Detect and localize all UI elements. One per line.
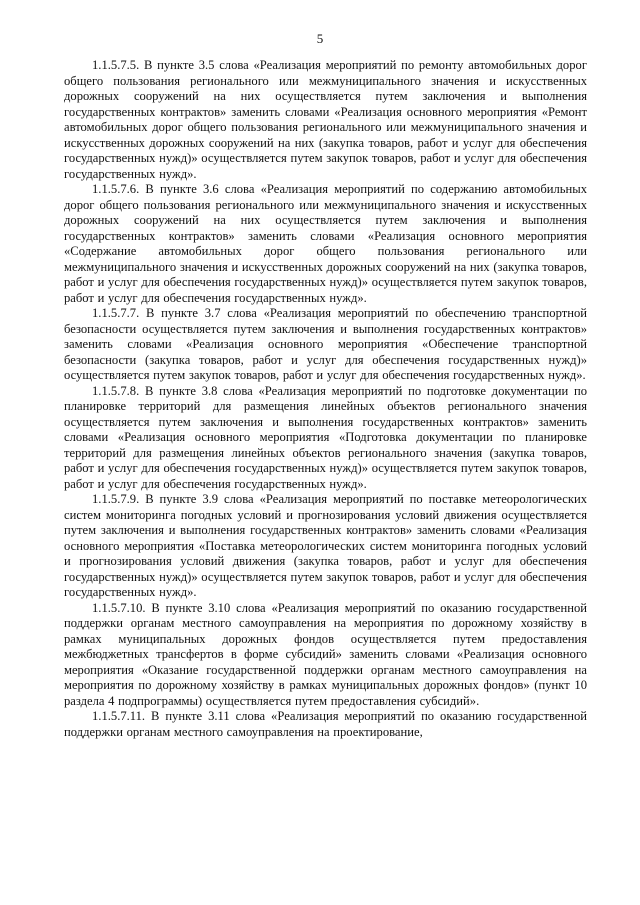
paragraph-1-1-5-7-11: 1.1.5.7.11. В пункте 3.11 слова «Реализация мероприятий по оказанию государственной поддержки органам местного самоуправления на проектирование, [64, 709, 587, 739]
paragraph-1-1-5-7-10: 1.1.5.7.10. В пункте 3.10 слова «Реализация мероприятий по оказанию государственной поддержки органам местного самоуправления на мероприятия по дорожному хозяйству в рамках муниципальных дорожных фондов осуществляется путем предоставления межбюджетных трансфертов в форме субсидий» заменить словами «Реализация основного мероприятия «Оказание государственной поддержки органам местного самоуправления на мероприятия по дорожному хозяйству в рамках муниципальных дорожных фондов» (пункт 10 раздела 4 подпрограммы) осуществляется путем предоставления субсидий». [64, 600, 587, 708]
paragraph-1-1-5-7-6: 1.1.5.7.6. В пункте 3.6 слова «Реализация мероприятий по содержанию автомобильных дорог общего пользования регионального или межмуниципального значения и искусственных дорожных сооружений на них осуществляется путем заключения и выполнения государственных контрактов» заменить словами «Реализация основного мероприятия «Содержание автомобильных дорог общего пользования регионального или межмуниципального значения и искусственных дорожных сооружений на них (закупка товаров, работ и услуг для обеспечения государственных нужд)» осуществляется путем закупок товаров, работ и услуг для обеспечения государственных нужд». [64, 182, 587, 305]
paragraph-1-1-5-7-8: 1.1.5.7.8. В пункте 3.8 слова «Реализация мероприятий по подготовке документации по планировке территорий для размещения линейных объектов регионального значения осуществляется путем заключения и выполнения государственных контрактов» заменить словами «Реализация основного мероприятия «Подготовка документации по планировке территорий для размещения линейных объектов регионального значения (закупка товаров, работ и услуг для обеспечения государственных нужд)» осуществляется путем закупок товаров, работ и услуг для обеспечения государственных нужд». [64, 383, 587, 491]
paragraph-1-1-5-7-7: 1.1.5.7.7. В пункте 3.7 слова «Реализация мероприятий по обеспечению транспортной безопасности осуществляется путем заключения и выполнения государственных контрактов» заменить словами «Реализация основного мероприятия «Обеспечение транспортной безопасности (закупка товаров, работ и услуг для обеспечения государственных нужд)» осуществляется путем закупок товаров, работ и услуг для обеспечения государственных нужд». [64, 306, 587, 382]
document-body [64, 58, 587, 740]
page-number: 5 [316, 31, 324, 46]
paragraph-1-1-5-7-9: 1.1.5.7.9. В пункте 3.9 слова «Реализация мероприятий по поставке метеорологических систем мониторинга погодных условий и прогнозирования условий движения осуществляется путем заключения и выполнения государственных контрактов» заменить словами «Реализация основного мероприятия «Поставка метеорологических систем мониторинга погодных условий и прогнозирования условий движения (закупка товаров, работ и услуг для обеспечения государственных нужд)» осуществляется путем закупок товаров, работ и услуг для обеспечения государственных нужд». [64, 492, 587, 599]
paragraph-1-1-5-7-5: 1.1.5.7.5. В пункте 3.5 слова «Реализация мероприятий по ремонту автомобильных дорог общего пользования регионального или межмуниципального значения и искусственных дорожных сооружений на них осуществляется путем заключения и выполнения государственных контрактов» заменить словами «Реализация основного мероприятия «Ремонт автомобильных дорог общего пользования регионального или межмуниципального значения и искусственных дорожных сооружений на них (закупка товаров, работ и услуг для обеспечения государственных нужд)» осуществляется путем закупок товаров, работ и услуг для обеспечения государственных нужд». [64, 58, 587, 181]
